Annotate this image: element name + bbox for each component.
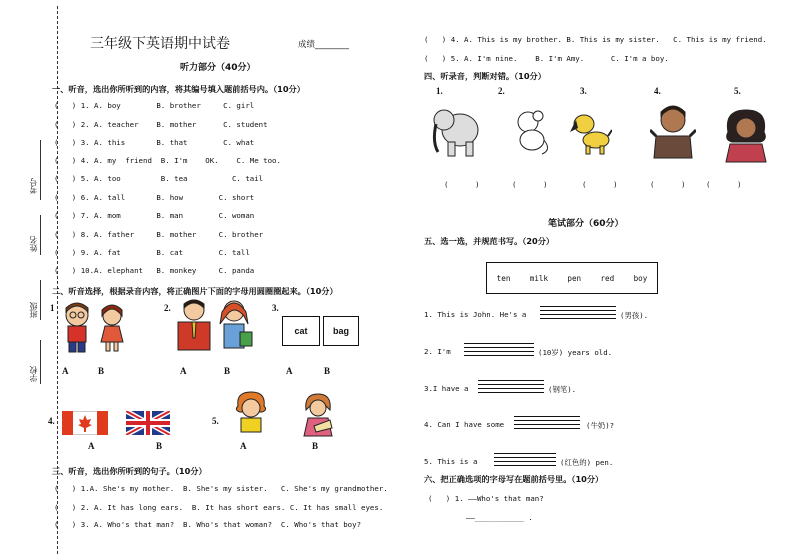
q-number: 3.: [272, 303, 279, 313]
canada-flag-icon: [62, 411, 108, 435]
fill-question: 1. This is John. He's a: [424, 310, 527, 319]
writing-lines[interactable]: [478, 380, 544, 396]
part3-row: ( ) 4. A. This is my brother. B. This is my sister. C. This is my friend.: [424, 35, 767, 44]
class-line: [40, 280, 41, 320]
part3-row: ( ) 3. A. Who's that man? B. Who's that woman? C. Who's that boy?: [54, 520, 362, 529]
answer-paren[interactable]: ( ): [650, 180, 686, 189]
q-number: 5.: [734, 86, 741, 96]
part5-heading: 五、选一选，并规范书写。（20分）: [424, 236, 555, 246]
option-b: B: [224, 366, 231, 376]
answer-paren[interactable]: ( ): [706, 180, 742, 189]
option-a: A: [180, 366, 187, 376]
part3-row: ( ) 1.A. She's my mother. B. She's my sister. C. She's my grandmother.: [54, 484, 388, 493]
dog-illustration: [568, 108, 612, 156]
word-bank-item: red: [600, 273, 615, 283]
boy-illustration: [60, 300, 94, 356]
writing-lines[interactable]: [494, 453, 556, 469]
name-line: [40, 215, 41, 255]
score-field: 成绩________: [298, 40, 350, 50]
name-label: 姓名: [29, 236, 38, 252]
girl-illustration: [98, 304, 126, 354]
word-bank-item: milk: [529, 273, 549, 283]
part6-question: ( ) 1. ——Who's that man?: [428, 494, 544, 503]
fill-hint: (10岁) years old.: [538, 348, 613, 357]
word-card-bag: bag: [323, 316, 359, 346]
word-bank: [486, 262, 658, 294]
exam-title: 三年级下英语期中试卷: [90, 36, 230, 52]
fill-hint: (红色的) pen.: [560, 458, 614, 467]
fill-question: 2. I'm: [424, 347, 451, 356]
q-number: 1: [50, 303, 55, 313]
listening-title: 听力部分（40分）: [180, 63, 256, 73]
part1-row: ( ) 2. A. teacher B. mother C. student: [54, 120, 268, 129]
word-card-cat: cat: [282, 316, 320, 346]
q-number: 2.: [498, 86, 505, 96]
option-a: A: [88, 441, 95, 451]
answer-paren[interactable]: ( ): [582, 180, 618, 189]
part1-row: ( ) 9. A. fat B. cat C. tall: [54, 248, 250, 257]
q-number: 5.: [212, 416, 219, 426]
option-b: B: [156, 441, 163, 451]
part1-row: ( ) 6. A. tall B. how C. short: [54, 193, 255, 202]
option-b: B: [98, 366, 105, 376]
elephant-illustration: [430, 102, 482, 158]
woman-illustration: [216, 298, 254, 354]
word-bank-item: pen: [567, 273, 582, 283]
school-line: [40, 340, 41, 384]
answer-paren[interactable]: ( ): [444, 180, 480, 189]
part4-heading: 四、听录音，判断对错。（10分）: [424, 71, 546, 81]
option-a: A: [62, 366, 69, 376]
part1-row: ( ) 10.A. elephant B. monkey C. panda: [54, 266, 255, 275]
boy-illustration: [232, 390, 270, 436]
woman-illustration: [300, 392, 336, 438]
uk-flag-icon: [126, 411, 170, 435]
exam-no-line: [40, 140, 41, 200]
part1-row: ( ) 8. A. father B. mother C. brother: [54, 230, 264, 239]
girl-illustration: [720, 106, 772, 164]
part1-row: ( ) 1. A. boy B. brother C. girl: [54, 101, 255, 110]
q-number: 4.: [48, 416, 55, 426]
part1-row: ( ) 4. A. my friend B. I'm OK. C. Me too.: [54, 156, 281, 165]
part1-row: ( ) 5. A. too B. tea C. tail: [54, 174, 264, 183]
class-label: 班级: [29, 302, 38, 318]
writing-lines[interactable]: [540, 306, 616, 322]
school-label: 学校: [29, 366, 38, 382]
part2-heading: 二、听音选择，根据录音内容，将正确图片下面的字母用圆圈圈起来。（10分）: [52, 286, 338, 296]
answer-paren[interactable]: ( ): [512, 180, 548, 189]
q-number: 1.: [436, 86, 443, 96]
fill-hint: (男孩).: [620, 311, 649, 320]
part1-row: ( ) 3. A. this B. that C. what: [54, 138, 255, 147]
option-b: B: [312, 441, 319, 451]
fill-question: 4. Can I have some: [424, 420, 505, 429]
part1-row: ( ) 7. A. mom B. man C. woman: [54, 211, 255, 220]
writing-lines[interactable]: [464, 343, 534, 359]
part3-row: ( ) 2. A. It has long ears. B. It has short ears. C. It has small eyes.: [54, 503, 384, 512]
monkey-illustration: [512, 106, 552, 156]
man-illustration: [174, 298, 214, 354]
fill-question: 3.I have a: [424, 384, 469, 393]
part6-answer-line[interactable]: ——___________ .: [466, 513, 533, 522]
q-number: 4.: [654, 86, 661, 96]
q-number: 3.: [580, 86, 587, 96]
word-bank-item: ten: [496, 273, 511, 283]
q-number: 2.: [164, 303, 171, 313]
written-title: 笔试部分（60分）: [548, 219, 624, 229]
fill-hint: (钢笔).: [548, 385, 577, 394]
part6-heading: 六、把正确选项的字母写在题前括号里。（10分）: [424, 474, 604, 484]
fill-hint: (牛奶)?: [586, 421, 615, 430]
word-bank-item: boy: [633, 273, 648, 283]
part3-heading: 三、听音，选出你所听到的句子。（10分）: [52, 466, 207, 476]
part3-row: ( ) 5. A. I'm nine. B. I'm Amy. C. I'm a boy.: [424, 54, 669, 63]
option-b: B: [324, 366, 331, 376]
writing-lines[interactable]: [514, 416, 580, 432]
exam-no-label: 考号: [29, 178, 38, 194]
boy-illustration: [650, 102, 696, 160]
fill-question: 5. This is a: [424, 457, 478, 466]
part1-heading: 一、听音，选出你所听到的内容，将其编号填入题前括号内。（10分）: [52, 84, 305, 94]
option-a: A: [286, 366, 293, 376]
option-a: A: [240, 441, 247, 451]
